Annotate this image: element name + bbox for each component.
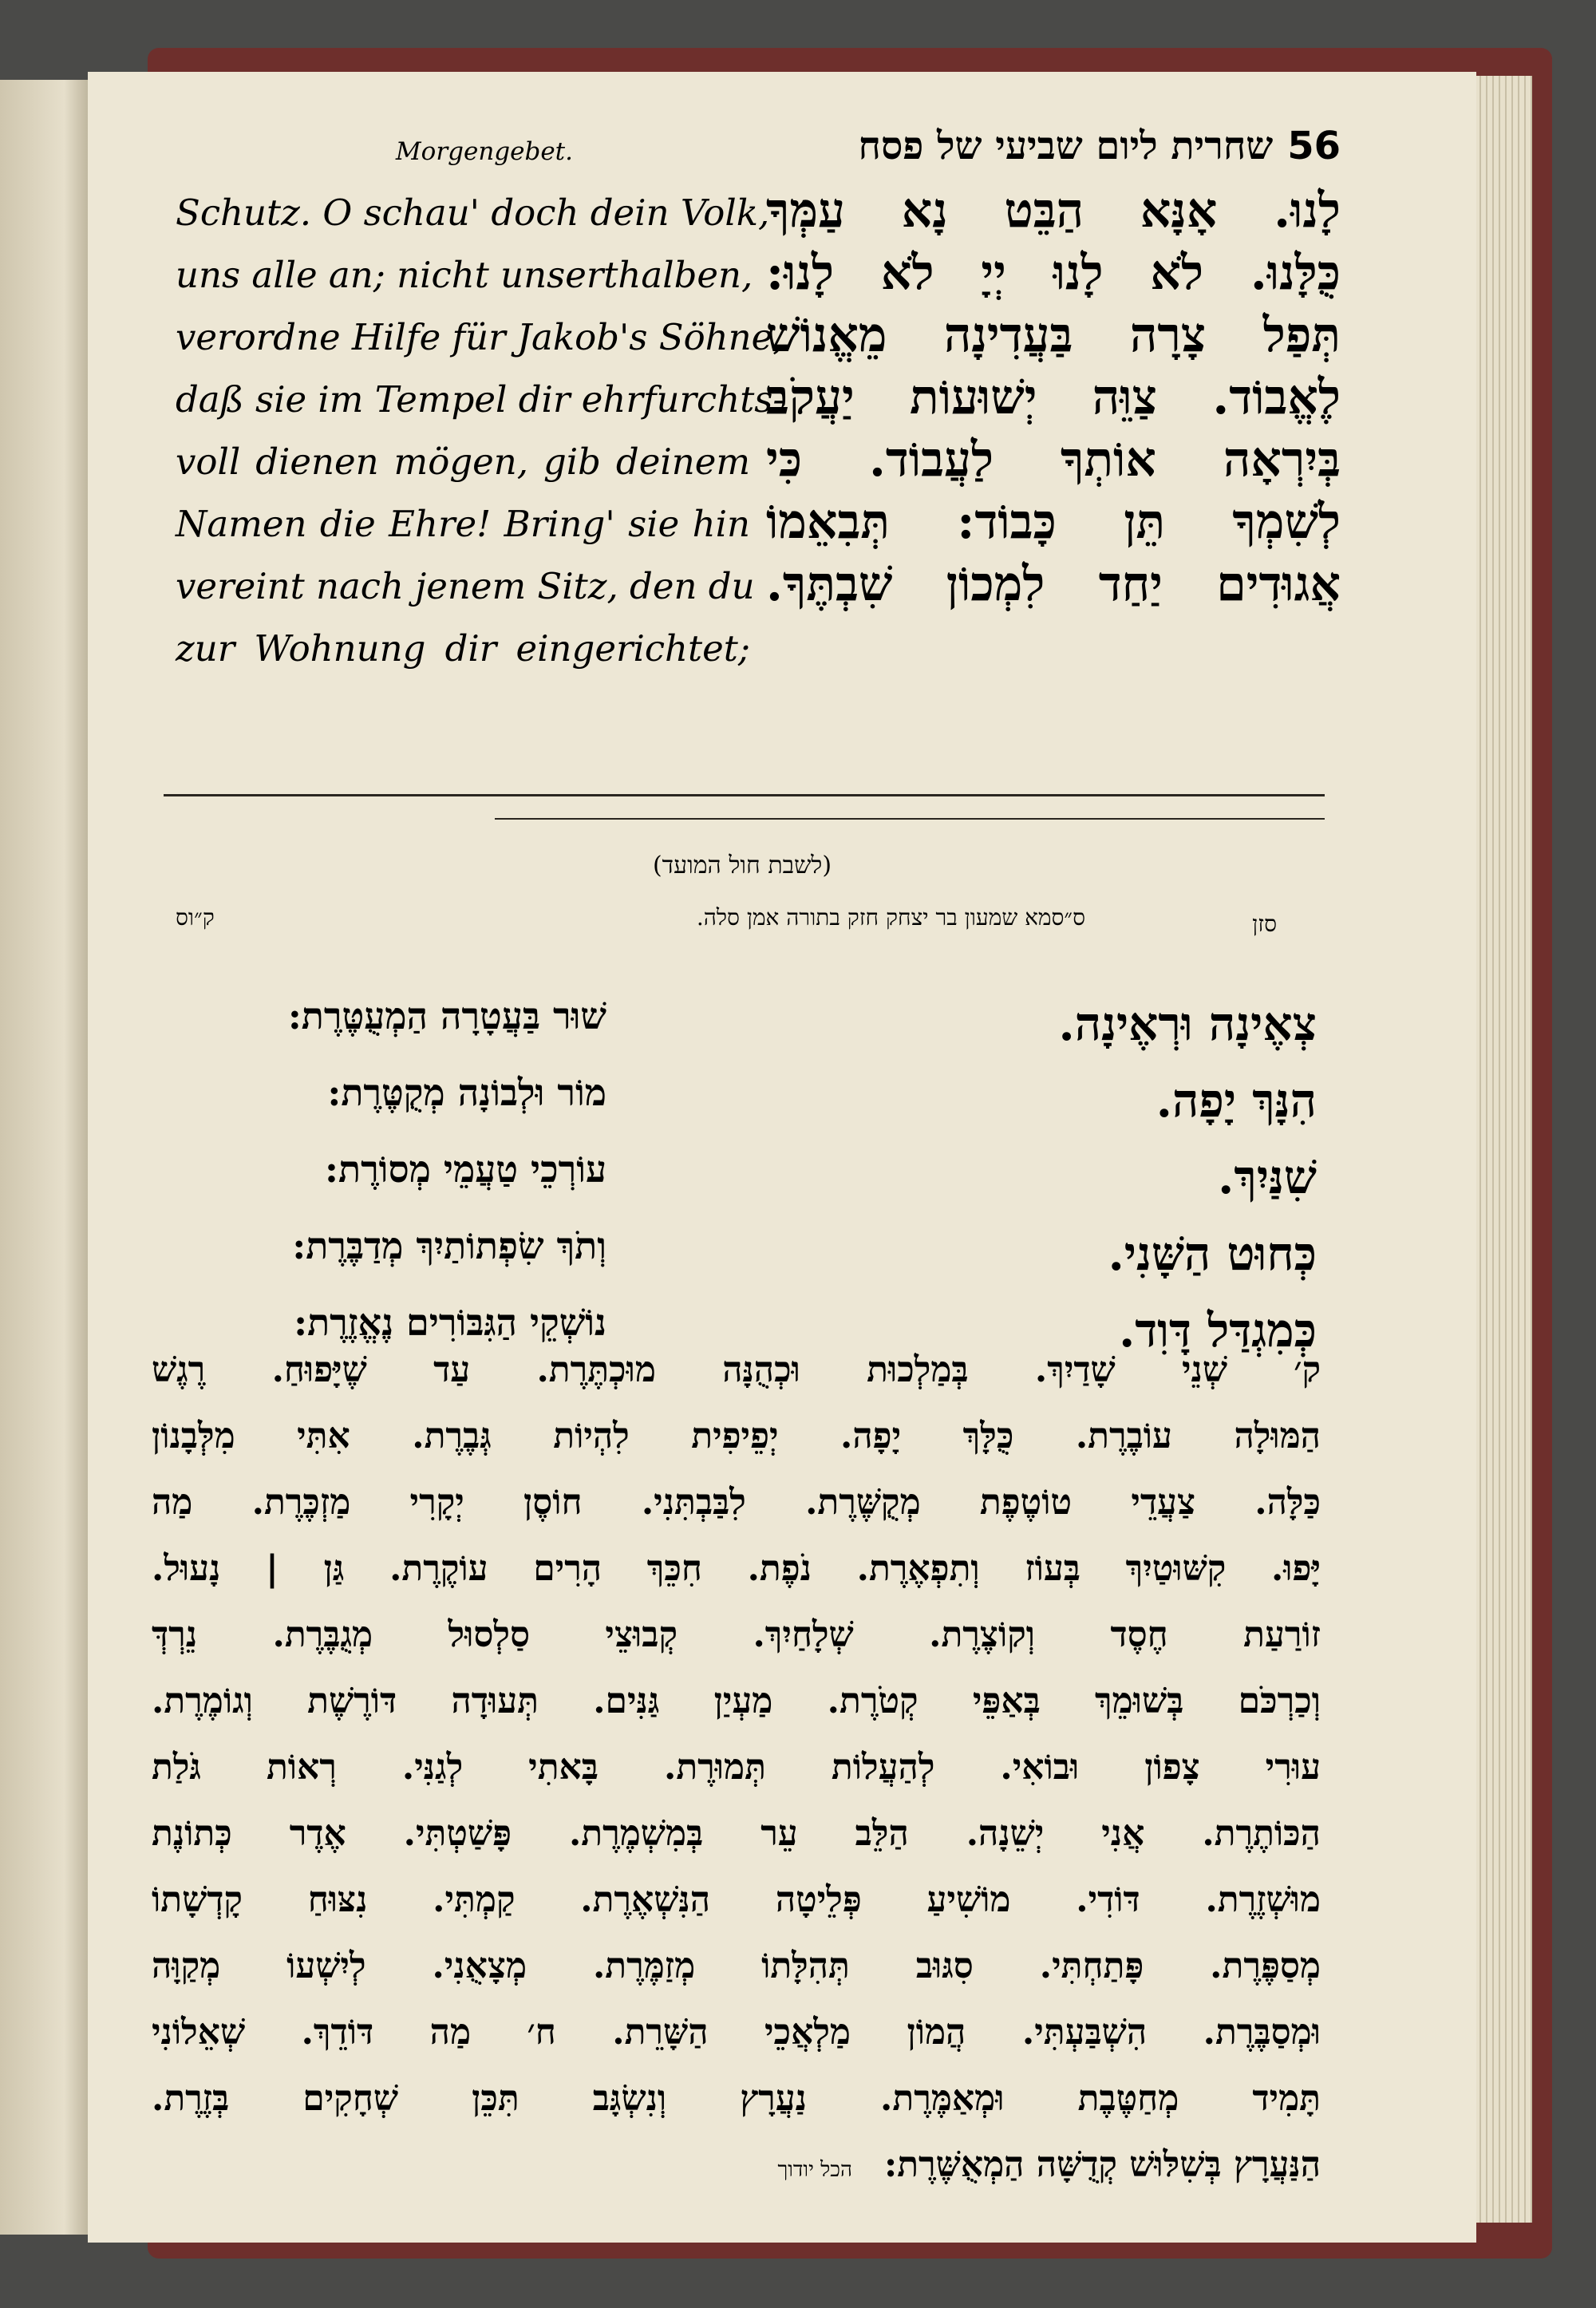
poem-line: מוֹר וּלְבוֹנָה מְקֻטֶּרֶת:: [327, 1071, 606, 1114]
poem-column-left: [160, 978, 606, 1361]
hebrew-line: תְּפַל צָרָה בַּעֲדִינָה מֵאֱנוֹשׁ: [766, 307, 1341, 363]
body-line-text: הַנַּעֲרָץ בְּשִׁלּוּשׁ קְדֻשָּׁה הַמְאֻשֶּׁרֶת:: [883, 2144, 1321, 2185]
poem-column-right: [878, 986, 1317, 1369]
poem-line: כְּמִגְדַּל דָּוִד.: [1119, 1303, 1317, 1358]
section-heading: (לשבת חול המועד): [652, 852, 832, 879]
german-line: voll dienen mögen, gib deinem: [176, 441, 750, 483]
german-line: zur Wohnung dir eingerichtet;: [176, 627, 750, 670]
german-line: uns alle an; nicht unserthalben,: [176, 254, 753, 296]
hebrew-prayer-text: [766, 180, 1341, 615]
body-line: זוֹרַעַת חֶסֶד וְקוֹצֶרֶת. שְׁלָחַיִךְ. קְבוּצֵי סַלְסוּל מְגֻבֶּרֶת. נֵרְדְּ: [152, 1614, 1321, 1655]
body-line: עוּרִי צָפוֹן וּבוֹאִי. לְהַעֲלוֹת תְּמוּרֶת. בָּאתִי לְגַנִּי. רְאוֹת גֹּלַת: [152, 1747, 1321, 1788]
running-head-hebrew: [702, 124, 1341, 168]
body-line: וּמְסַבֶּרֶת. הִשְׁבַּעְתִּי. הֲמוֹן מַלְאֲכֵי הַשָּׁרֵת. ח׳ מַה דּוֹדֵךְ. שְׁאֵלוֹנִי: [152, 2012, 1321, 2053]
body-line: כַּלָּה. צַעֲדֵי טוֹטֶפֶת מְקֻשֶּׁרֶת. לִבַּבְתִּנִי. חוֹסֶן יְקָרִי מַזְכֶּרֶת. מַה: [152, 1482, 1321, 1523]
poem-line: כְּחוּט הַשָּׁנִי.: [1108, 1227, 1317, 1281]
body-line: ק׳ שְׁנֵי שָׁדַיִךְ. בְּמַלְכוּת וּכְהֻנָּה מוּכְתֶּרֶת. עַד שֶׁיָּפוּחַ. רֶגֶשׁ: [152, 1350, 1321, 1390]
poem-line: עוֹרְכֵי טַעֲמֵי מְסוֹרֶת:: [325, 1148, 606, 1191]
running-head-german: Morgengebet.: [395, 137, 573, 166]
hebrew-line: בְּיִרְאָה אוֹתְךָ לַעֲבוֹד. כִּי: [766, 432, 1341, 488]
poem-line: הִנָּךְ יָפָה.: [1156, 1073, 1317, 1128]
hebrew-line: אֲגוּדִים יַחַד לִמְכוֹן שִׁבְתֶּךָ.: [766, 556, 1341, 612]
body-line: מְסַפֶּרֶת. פָּתַחְתִּי. סִגּוּב תְּהִלָּתוֹ מְזַמֶּרֶת. מְצָאֻנִי. לְיִשְׁעוֹ מְקַוָּה: [152, 1946, 1321, 1986]
final-note: הכל יודוך: [777, 2158, 852, 2182]
poem-line: שִׁנַּיִךְ.: [1218, 1150, 1317, 1204]
margin-note-left: ק״וס: [176, 904, 215, 931]
page-number: 56: [1287, 124, 1341, 168]
body-line: הַמּוּלָה עוֹבֶרֶת. כֻּלָּךְ יָפָה. יְפֵיפִית לִהְיוֹת גְּבֶרֶת. אִתִּי מִלְּבָנוֹן: [152, 1416, 1321, 1456]
poem-line: צְאֶינָה וּרְאֶינָה.: [1058, 997, 1317, 1051]
hebrew-line: לְשִׁמְךָ תֵּן כָּבוֹד: תְּבִאֵמוֹ: [766, 494, 1341, 550]
acrostic-note: ס״סמא שמעון בר יצחק חזק בתורה אמן סלה.: [696, 904, 1085, 931]
piyyut-body: [152, 1337, 1321, 2198]
poem-line: וְתֹךְ שִׂפְתוֹתַיִךְ מְדַבֶּרֶת:: [292, 1224, 606, 1267]
facing-page-edge: [0, 80, 92, 2235]
poem-line: שׁוּר בַּעֲטָרָה הַמְעֻטֶּרֶת:: [287, 994, 606, 1037]
margin-note-right: סזן: [1252, 911, 1277, 937]
german-line: vereint nach jenem Sitz, den du: [176, 565, 755, 607]
german-line: daß sie im Tempel dir ehrfurchts-: [176, 378, 785, 421]
hebrew-line: כֻּלָּנוּ. לֹא לָנוּ יְיָ לֹא לָנוּ:: [766, 245, 1341, 301]
german-line: verordne Hilfe für Jakob's Söhne,: [176, 316, 784, 358]
body-line: יָּפוּ. קִשּׁוּטַיִךְ בְּעוֹז וְתִפְאֶרֶת. נֹפֶת. חִכֵּךְ הָרִים עוֹקֶרֶת. גַּן | נָעוּל.: [152, 1548, 1321, 1589]
poem-line: נוֹשְׁקֵי הַגִּבּוֹרִים נֶאֱזֶרֶת:: [294, 1301, 606, 1344]
section-divider: [164, 794, 1325, 796]
body-line: וְכַרְכֹּם בְּשׁוּמֵךְ בְּאַפֵּי קְטֹרֶת. מַעְיַן גַּנִּים. תְּעוּדָה דּוֹרֶשֶׁת וְגוֹמֶרֶת.: [152, 1681, 1321, 1721]
german-translation: [176, 182, 785, 680]
german-line: Schutz. O schau' doch dein Volk,: [176, 192, 770, 234]
hebrew-line: לָנוּ. אָנָּא הַבֵּט נָא עַמְּךָ: [766, 183, 1341, 239]
body-line: תָּמִיד מְחַטֶּבֶת וּמְאַמֶּרֶת. נַעֲרָץ וְנִשְׂגָּב תִּכֵּן שְׁחָקִים בְּזֶרֶת.: [152, 2078, 1321, 2119]
body-line-last: [152, 2132, 1321, 2198]
body-line: הַכּוֹתֶרֶת. אֲנִי יְשֵׁנָה. הַלֵּב עֵר בְּמִשְׁמֶרֶת. פָּשַׁטְתִּי. אֶדֶר כְּתוֹנֶת: [152, 1813, 1321, 1854]
body-line: מוּשְׁזֶרֶת. דּוֹדִי. מוֹשִׁיעַ פְּלֵיטָה הַנִּשְׁאֶרֶת. קַמְתִּי. נִצּוּחַ קָדְשָׁתוֹ: [152, 1879, 1321, 1920]
running-head-hebrew-title: שחרית ליום שביעי של פסח: [858, 124, 1274, 168]
german-line: Namen die Ehre! Bring' sie hin: [176, 503, 750, 545]
section-divider-thin: [495, 818, 1325, 820]
hebrew-line: לֶאֱבוֹד. צַוֵּה יְשׁוּעוֹת יַעֲקֹב: [766, 370, 1341, 425]
